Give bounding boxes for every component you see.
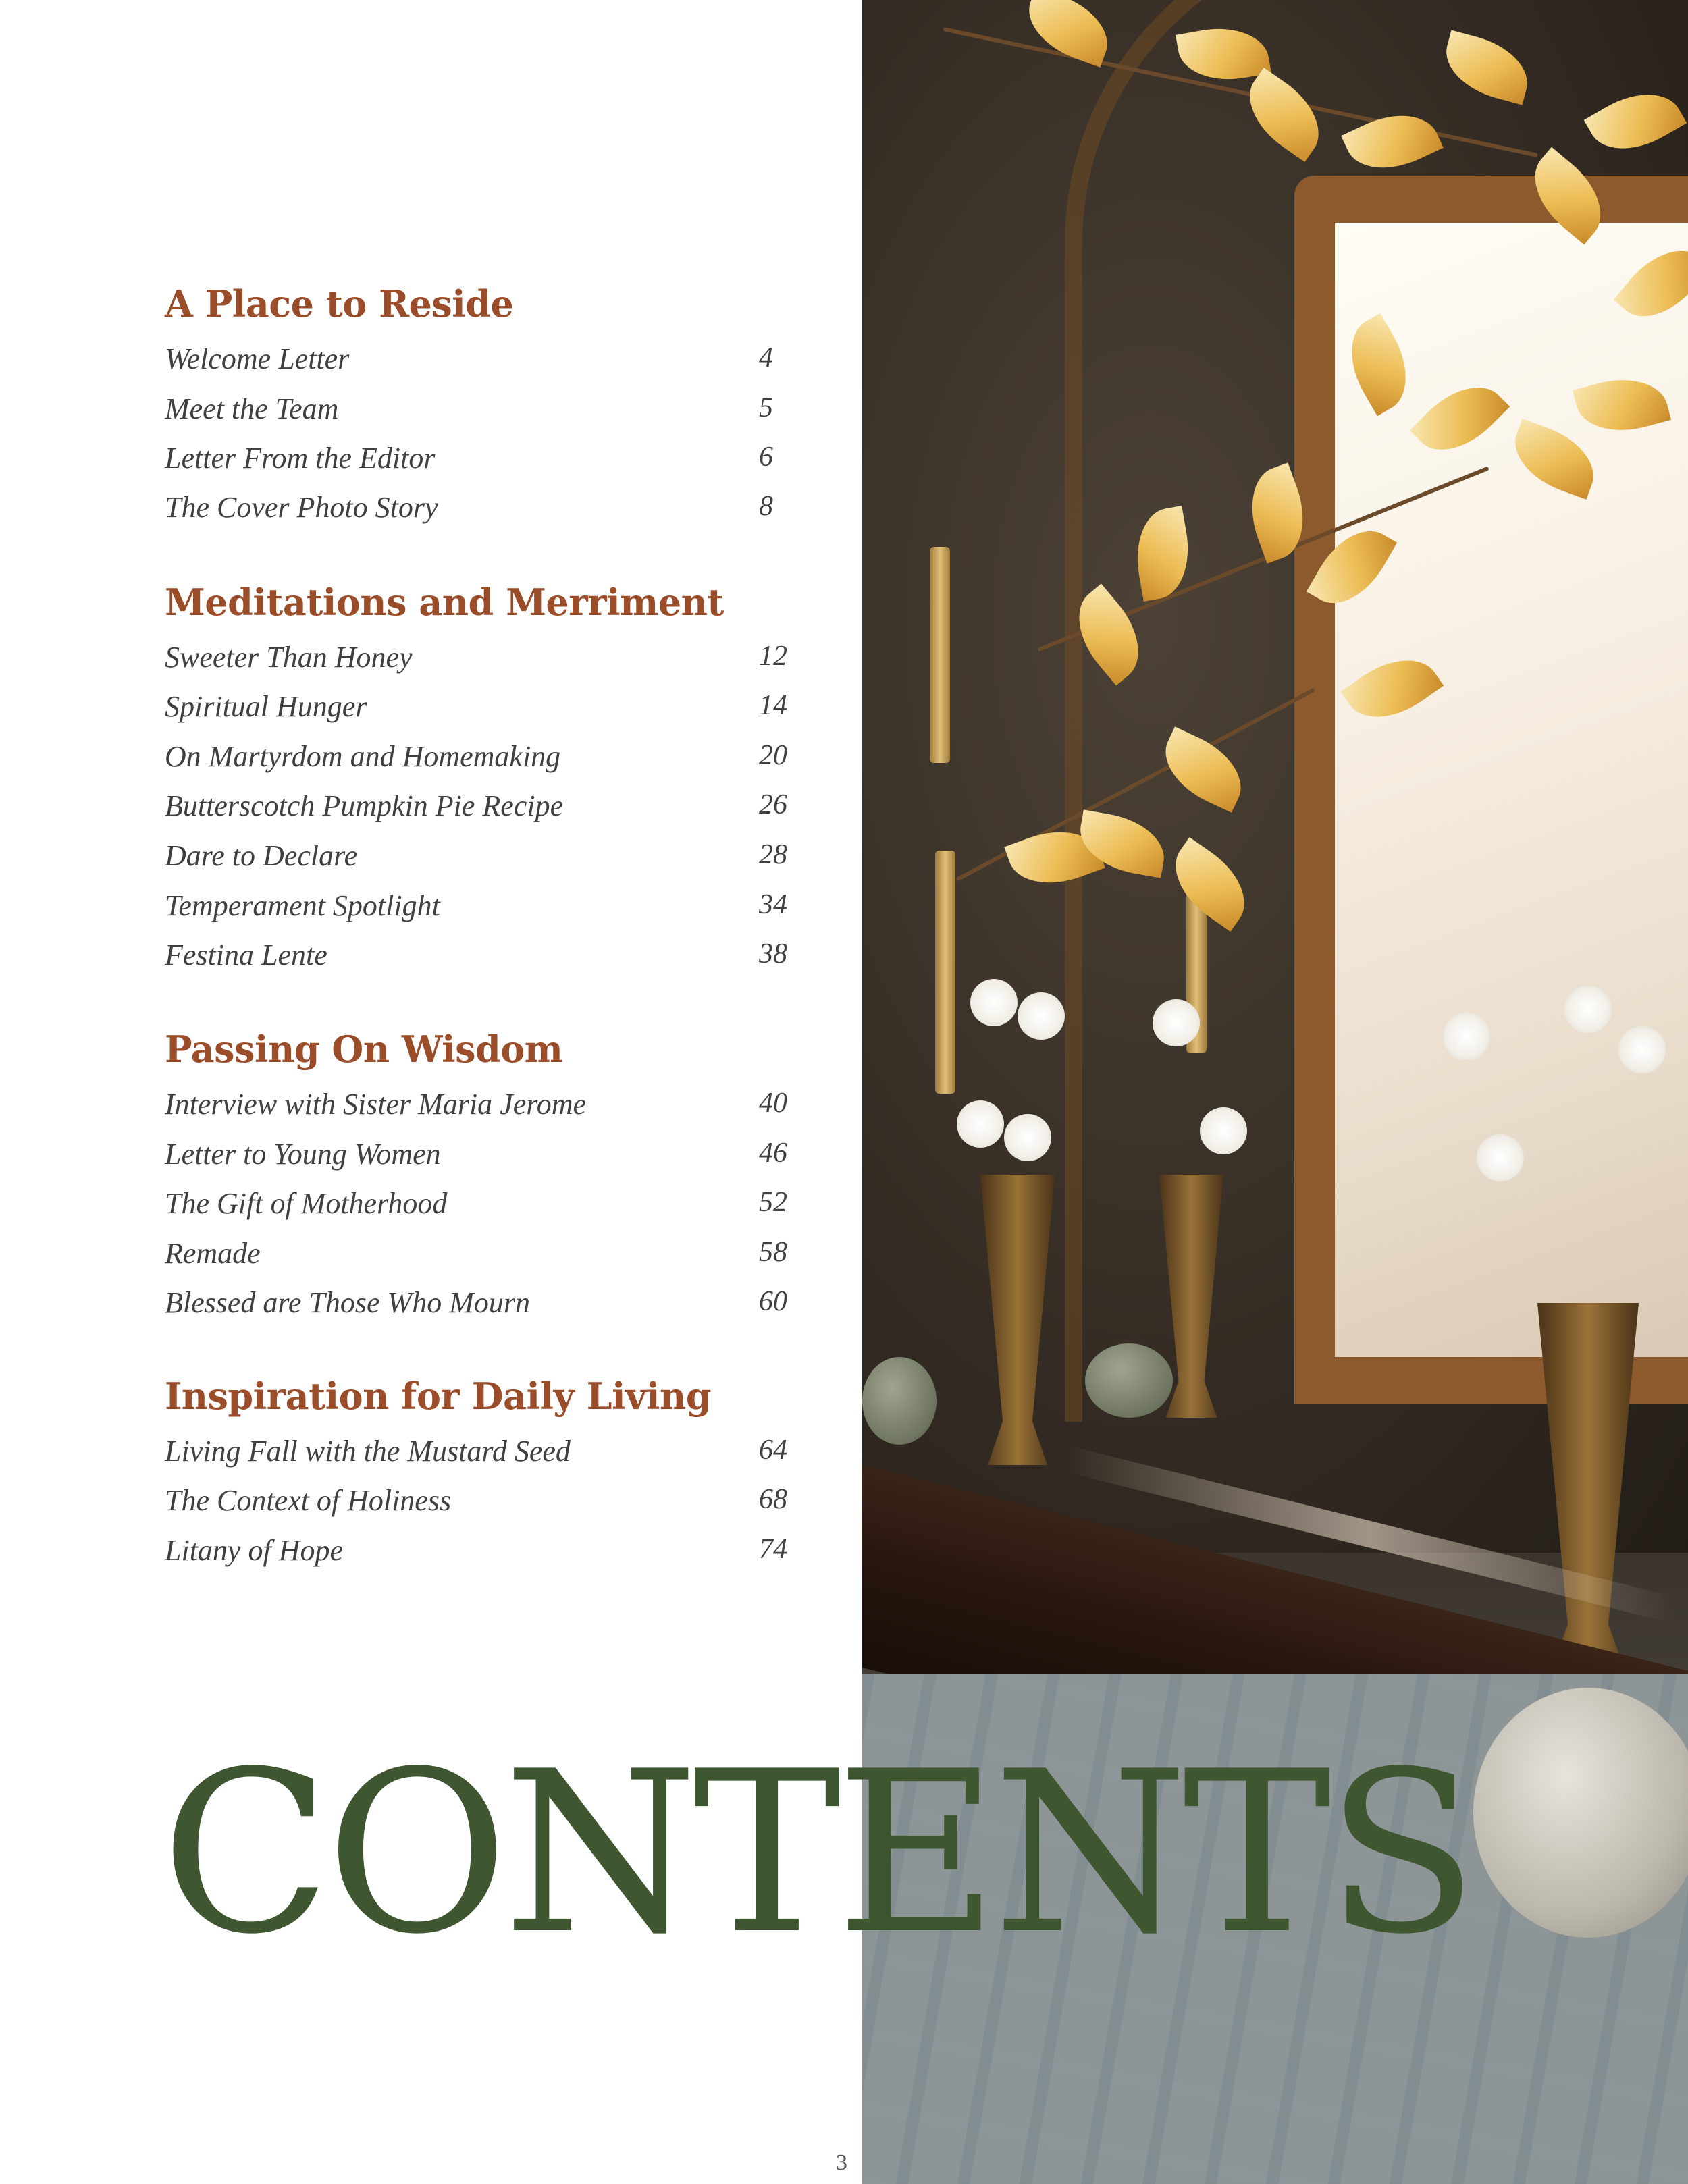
- toc-entry-page: 52: [759, 1187, 787, 1218]
- toc-entry-page: 4: [759, 342, 773, 373]
- toc-entry-title: Interview with Sister Maria Jerome: [165, 1088, 587, 1121]
- toc-entry-title: Meet the Team: [165, 392, 339, 425]
- toc-entry-page: 6: [759, 442, 773, 473]
- section-title: Meditations and Merriment: [165, 581, 724, 624]
- toc-entry-page: 5: [759, 392, 773, 423]
- toc-entry-page: 26: [759, 789, 787, 820]
- photo-flower: [1200, 1107, 1247, 1154]
- photo-flower: [957, 1100, 1004, 1148]
- toc-entry[interactable]: [165, 838, 799, 880]
- toc-entry-page: 40: [759, 1088, 787, 1119]
- toc-entry-title: Spiritual Hunger: [165, 690, 367, 723]
- photo-green-pumpkin: [1085, 1343, 1173, 1418]
- toc-entry[interactable]: [165, 441, 799, 483]
- toc-entry-page: 74: [759, 1534, 787, 1565]
- section-title: Inspiration for Daily Living: [165, 1375, 712, 1418]
- toc-entry[interactable]: [165, 1087, 799, 1129]
- toc-entry-title: Sweeter Than Honey: [165, 641, 413, 674]
- toc-entry-page: 34: [759, 889, 787, 920]
- toc-entry-title: Blessed are Those Who Mourn: [165, 1286, 530, 1319]
- toc-entry[interactable]: [165, 789, 799, 830]
- toc-entry[interactable]: [165, 342, 799, 383]
- toc-entry-title: The Context of Holiness: [165, 1484, 452, 1517]
- toc-entry-title: Living Fall with the Mustard Seed: [165, 1435, 571, 1468]
- toc-entry[interactable]: [165, 689, 799, 731]
- toc-entry-page: 14: [759, 690, 787, 721]
- toc-entry[interactable]: [165, 1483, 799, 1525]
- toc-entry-page: 28: [759, 839, 787, 870]
- toc-entry-title: Festina Lente: [165, 938, 327, 971]
- photo-flower: [1153, 999, 1200, 1046]
- toc-entry[interactable]: [165, 888, 799, 930]
- toc-entry-title: Letter From the Editor: [165, 442, 436, 475]
- toc-entry-page: 64: [759, 1435, 787, 1466]
- toc-entry-title: The Gift of Motherhood: [165, 1187, 448, 1220]
- toc-entry-page: 68: [759, 1484, 787, 1515]
- toc-entry-title: Remade: [165, 1237, 261, 1270]
- photo-candle: [930, 547, 950, 763]
- toc-entry[interactable]: [165, 392, 799, 433]
- toc-entry-title: Butterscotch Pumpkin Pie Recipe: [165, 789, 564, 822]
- toc-entry-title: Dare to Declare: [165, 839, 358, 872]
- page-number: 3: [836, 2150, 847, 2175]
- toc-entry[interactable]: [165, 490, 799, 532]
- toc-entry-page: 38: [759, 938, 787, 969]
- toc-entry[interactable]: [165, 1434, 799, 1476]
- toc-entry-title: Temperament Spotlight: [165, 889, 440, 922]
- contents-heading: CONTENTS: [161, 1724, 1473, 1983]
- photo-flower: [970, 979, 1018, 1026]
- toc-entry-page: 12: [759, 641, 787, 672]
- toc-entry-title: The Cover Photo Story: [165, 491, 438, 524]
- toc-entry-title: Litany of Hope: [165, 1534, 343, 1567]
- photo-white-pumpkin: [1473, 1688, 1688, 1938]
- toc-entry-page: 58: [759, 1237, 787, 1268]
- photo-flower: [1618, 1026, 1666, 1073]
- photo-flower: [1564, 986, 1612, 1033]
- toc-entry-title: On Martyrdom and Homemaking: [165, 740, 561, 773]
- toc-entry-title: Welcome Letter: [165, 342, 350, 375]
- toc-entry-title: Letter to Young Women: [165, 1138, 441, 1171]
- toc-entry-page: 46: [759, 1138, 787, 1169]
- toc-entry-page: 60: [759, 1286, 787, 1317]
- section-title: A Place to Reside: [165, 282, 514, 325]
- photo-flower: [1018, 992, 1065, 1040]
- section-title: Passing On Wisdom: [165, 1028, 563, 1071]
- toc-entry[interactable]: [165, 938, 799, 980]
- toc-entry-page: 8: [759, 491, 773, 522]
- toc-entry[interactable]: [165, 1137, 799, 1179]
- photo-green-pumpkin: [862, 1357, 937, 1445]
- photo-flower: [1004, 1114, 1051, 1161]
- photo-candle: [935, 851, 955, 1094]
- photo-flower: [1477, 1134, 1524, 1181]
- toc-entry[interactable]: [165, 1236, 799, 1278]
- toc-entry[interactable]: [165, 640, 799, 682]
- photo-flower: [1443, 1013, 1490, 1060]
- toc-entry[interactable]: [165, 739, 799, 781]
- toc-entry[interactable]: [165, 1186, 799, 1228]
- toc-entry[interactable]: [165, 1285, 799, 1327]
- toc-entry-page: 20: [759, 740, 787, 771]
- toc-entry[interactable]: [165, 1533, 799, 1575]
